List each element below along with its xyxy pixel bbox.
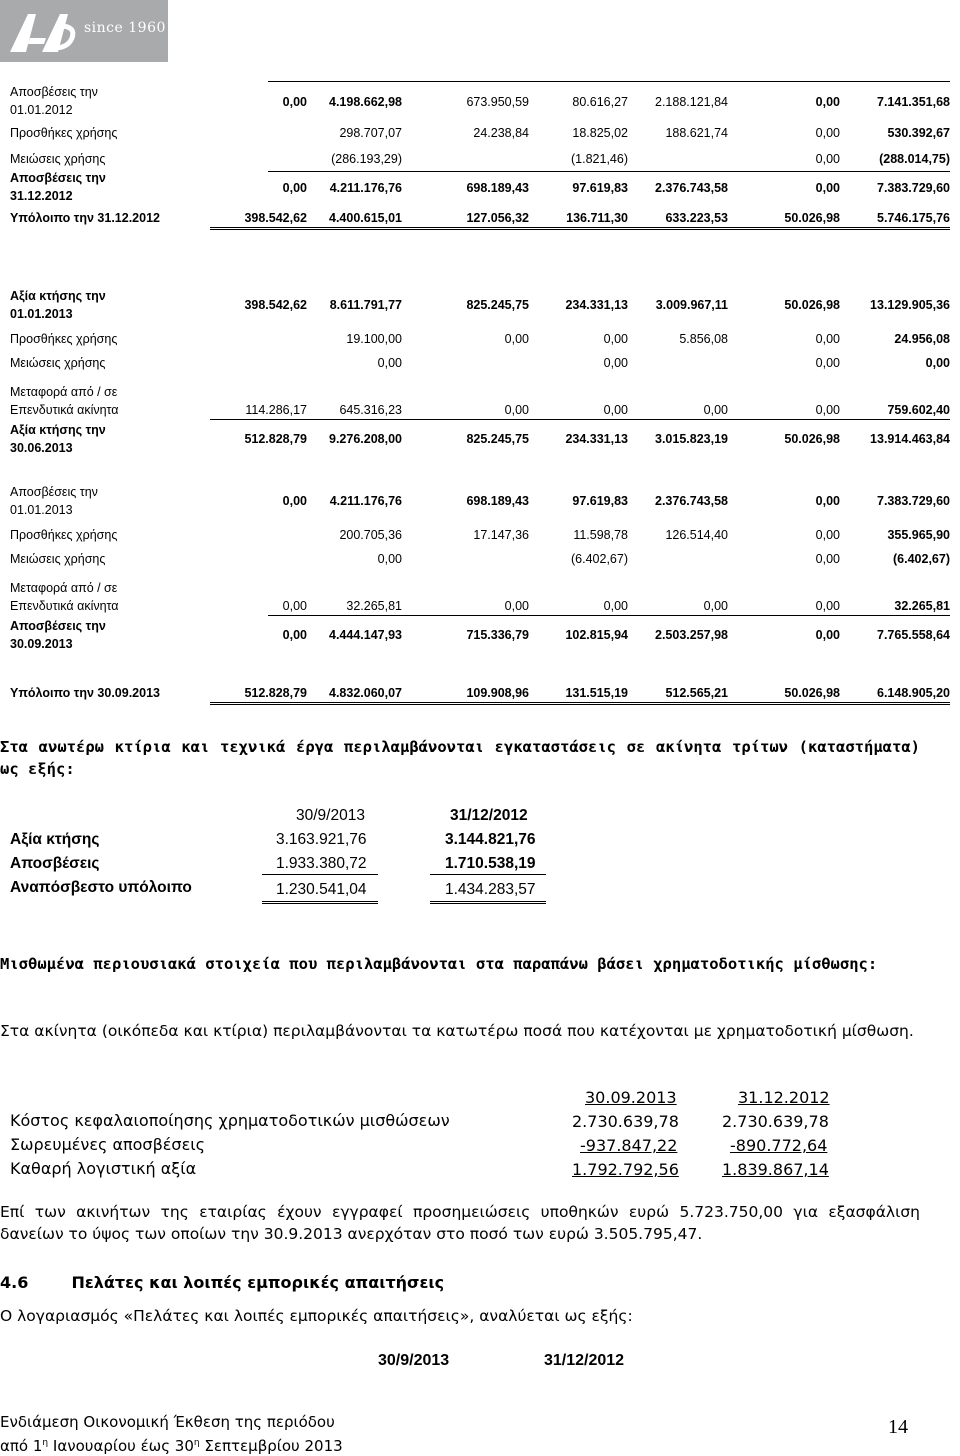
footer-line-2: από $1^\eta$ Ιανουαρίου έως $30^\eta$ Σεπτεμβρίου 2013 [0,1437,343,1455]
table-row-values: 0,00 4.198.662,98 673.950,59 80.616,27 2.188.121,84 0,00 7.141.351,68 [282,95,950,109]
section-title: Πελάτες και λοιπές εμπορικές απαιτήσεις [71,1273,445,1292]
table-row: Προσθήκες χρήσης 298.707,07 24.238,84 18.825,02 188.621,74 0,00 530.392,67 [10,126,950,140]
table-row: Αποσβέσεις την 01.01.2013 [10,485,98,517]
leasing-heading: Μισθωμένα περιουσιακά στοιχεία που περιλαμβάνονται στα παραπάνω βάσει χρηματοδοτικής μίσθωσης: [0,955,878,973]
table-row: Μειώσεις χρήσης (286.193,29) (1.821,46) 0,00 (288.014,75) [10,152,950,166]
table-row-values: 0,00 4.211.176,76 698.189,43 97.619,83 2.376.743,58 0,00 7.383.729,60 [282,494,950,508]
page-number: 14 [888,1416,908,1438]
table-row: Μεταφορά από / σε Επενδυτικά ακίνητα [10,581,119,613]
table-row-values: 512.828,79 9.276.208,00 825.245,75 234.331,13 3.015.823,19 50.026,98 13.914.463,84 [244,432,950,446]
installations-heading: Στα ανωτέρω κτίρια και τεχνικά έργα περιλαμβάνονται εγκαταστάσεις σε ακίνητα τρίτων (καταστήματα) ως εξής: [0,738,920,778]
table-row-values: 0,00 4.211.176,76 698.189,43 97.619,83 2.376.743,58 0,00 7.383.729,60 [282,181,950,195]
table-row-balance: Υπόλοιπο την 30.09.2013 512.828,79 4.832.060,07 109.908,96 131.515,19 512.565,21 50.026,98 6.148.905,20 [10,686,950,700]
table-row: Αξία κτήσης την 01.01.2013 [10,289,106,321]
section-4-6-intro: Ο λογαριασμός «Πελάτες και λοιπές εμπορικές απαιτήσεις», αναλύεται ως εξής: [0,1307,633,1325]
mortgage-note: Επί των ακινήτων της εταιρίας έχουν εγγραφεί προσημειώσεις υποθηκών ευρώ 5.723.750,00 για εξασφάλιση δανείων το ύψος των οποίων την 30.9.2013 ανερχόταν στο ποσό των ευρώ 3.505.795,47. [0,1203,920,1243]
table-row-values: 114.286,17 645.316,23 0,00 0,00 0,00 0,00 759.602,40 [245,403,950,417]
table-row-values: 398.542,62 8.611.791,77 825.245,75 234.331,13 3.009.967,11 50.026,98 13.129.905,36 [244,298,950,312]
table-row: Αξία κτήσης την 30.06.2013 [10,423,106,455]
table-row: Αποσβέσεις την 31.12.2012 [10,171,106,203]
table-row: Προσθήκες χρήσης 19.100,00 0,00 0,00 5.856,08 0,00 24.956,08 [10,332,950,346]
receivables-col-2: 31/12/2012 [544,1352,625,1369]
receivables-col-1: 30/9/2013 [378,1352,450,1369]
table-row: Μεταφορά από / σε Επενδυτικά ακίνητα [10,385,119,417]
leasing-intro: Στα ακίνητα (οικόπεδα και κτίρια) περιλαμβάνονται τα κατωτέρω ποσά που κατέχονται με χρηματοδοτική μίσθωση. [0,1022,914,1040]
table-row: Αποσβέσεις την 01.01.2012 [10,85,98,117]
table-row-balance: Υπόλοιπο την 31.12.2012 398.542,62 4.400.615,01 127.056,32 136.711,30 633.223,53 50.026,98 5.746.175,76 [10,211,950,225]
logo-mark-icon [6,8,78,56]
company-logo [0,0,168,62]
footer-line-1: Ενδιάμεση Οικονομική Έκθεση της περιόδου [0,1413,335,1431]
table-row: Μειώσεις χρήσης 0,00 (6.402,67) 0,00 (6.402,67) [10,552,950,566]
section-4-6-heading [0,1272,444,1294]
table-row-values: 0,00 32.265,81 0,00 0,00 0,00 0,00 32.265,81 [282,599,950,613]
section-number: 4.6 [0,1273,29,1292]
logo-since-text: since 1960 [84,20,166,36]
table-row-values: 0,00 4.444.147,93 715.336,79 102.815,94 2.503.257,98 0,00 7.765.558,64 [282,628,950,642]
table-row: Αποσβέσεις την 30.09.2013 [10,619,106,651]
table-row: Μειώσεις χρήσης 0,00 0,00 0,00 0,00 [10,356,950,370]
table-row: Προσθήκες χρήσης 200.705,36 17.147,36 11.598,78 126.514,40 0,00 355.965,90 [10,528,950,542]
